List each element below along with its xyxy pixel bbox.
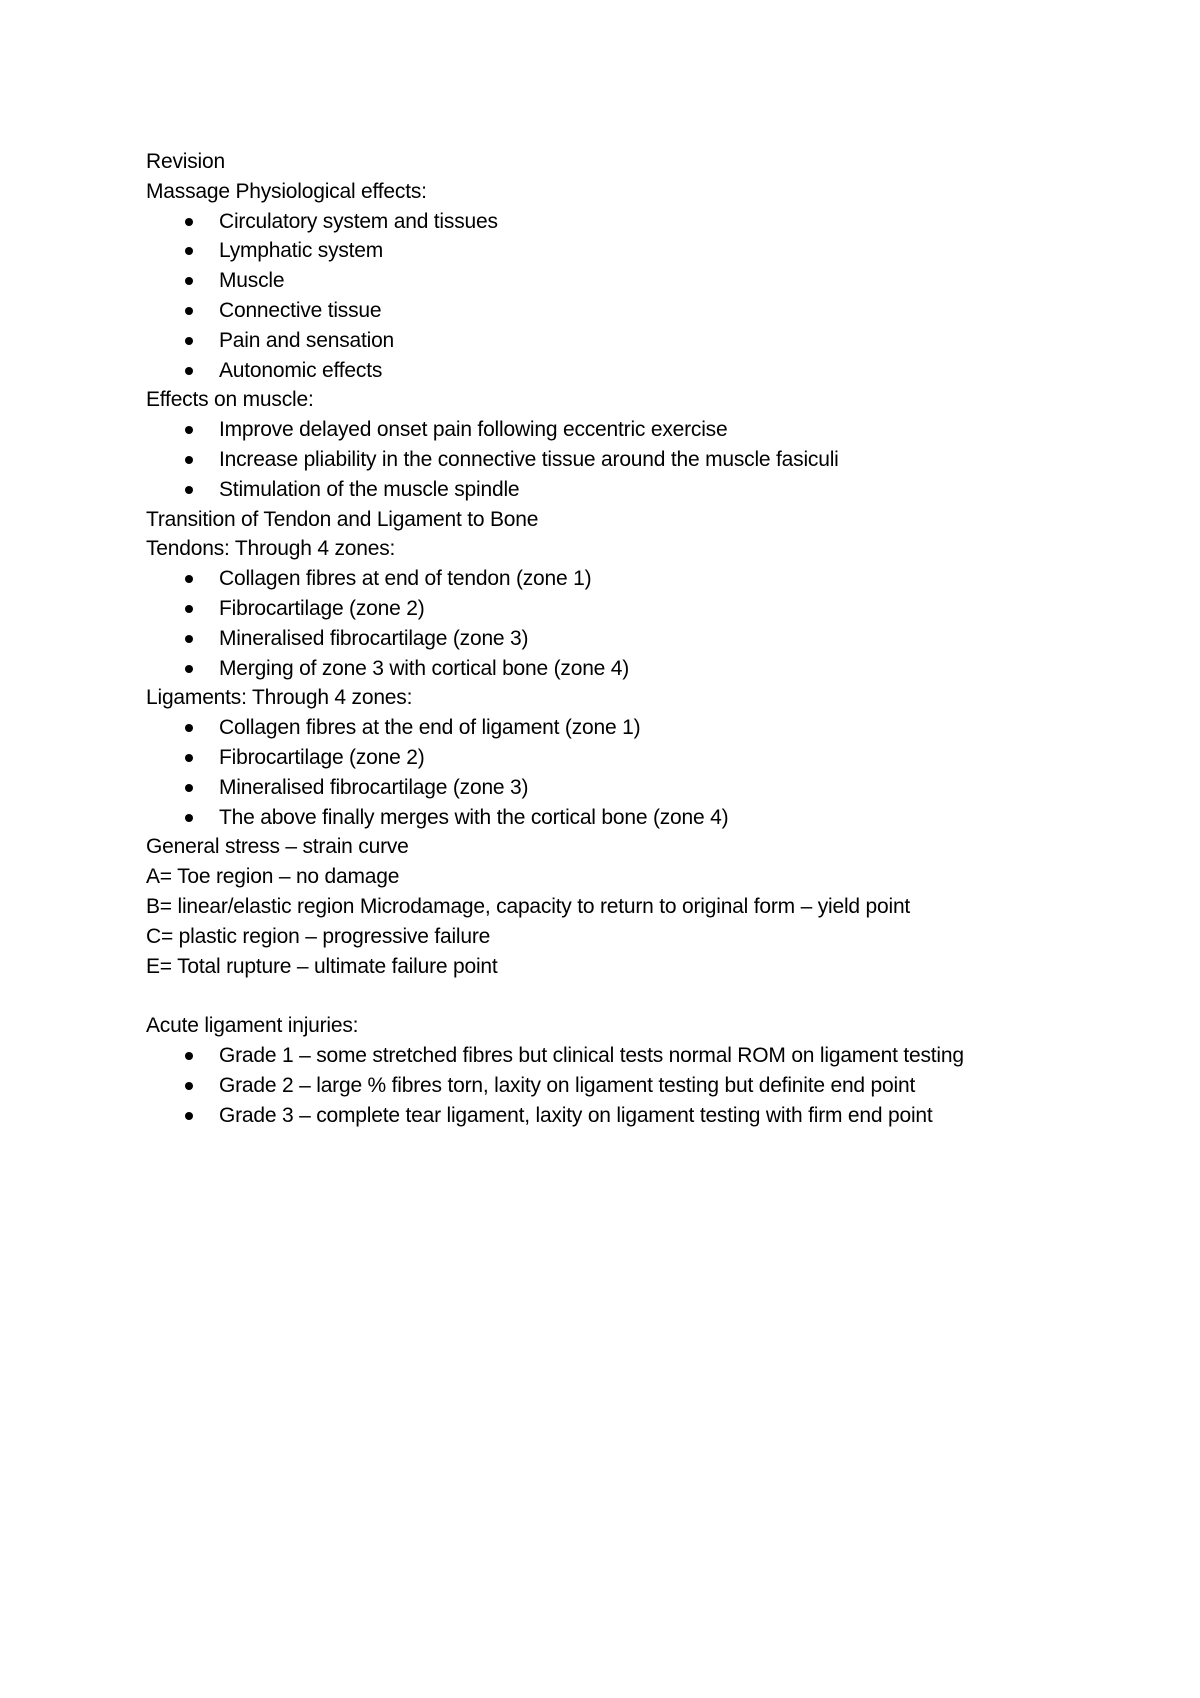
list-item-text: Grade 1 – some stretched fibres but clinical tests normal ROM on ligament testing	[219, 1043, 964, 1067]
list-item-text: Collagen fibres at the end of ligament (zone 1)	[219, 716, 641, 740]
list-item	[146, 654, 1066, 684]
list-item	[146, 296, 1066, 326]
bullet-dot-icon	[185, 1112, 193, 1120]
section-heading: Acute ligament injuries:	[146, 1014, 359, 1038]
bullet-dot-icon	[185, 426, 193, 434]
document-title: Revision	[146, 150, 225, 173]
section-heading: B= linear/elastic region Microdamage, capacity to return to original form – yield point	[146, 894, 911, 918]
list-item	[146, 445, 1066, 475]
list-item-text: Pain and sensation	[219, 328, 395, 352]
list-item	[146, 236, 1066, 266]
bullet-dot-icon	[185, 665, 193, 673]
document-sections	[146, 177, 1066, 1131]
list-item-text: Fibrocartilage (zone 2)	[219, 745, 425, 769]
list-item	[146, 356, 1066, 386]
section	[146, 385, 1066, 504]
list-item	[146, 773, 1066, 803]
bullet-list	[146, 1041, 1066, 1130]
bullet-dot-icon	[185, 337, 193, 345]
bullet-dot-icon	[185, 754, 193, 762]
bullet-dot-icon	[185, 605, 193, 613]
list-item	[146, 564, 1066, 594]
bullet-list	[146, 713, 1066, 832]
bullet-dot-icon	[185, 1082, 193, 1090]
section	[146, 534, 1066, 683]
document-content	[146, 147, 1066, 1130]
section	[146, 177, 1066, 386]
section-heading: Transition of Tendon and Ligament to Bone	[146, 507, 539, 531]
list-item-text: Lymphatic system	[219, 239, 384, 263]
section	[146, 981, 1066, 1011]
section-heading: General stress – strain curve	[146, 835, 409, 859]
section	[146, 505, 1066, 535]
section-heading: Tendons: Through 4 zones:	[146, 537, 396, 561]
list-item-text: Circulatory system and tissues	[219, 209, 498, 233]
section	[146, 892, 1066, 922]
section-heading: C= plastic region – progressive failure	[146, 924, 491, 948]
list-item-text: Autonomic effects	[219, 358, 383, 382]
list-item	[146, 415, 1066, 445]
bullet-dot-icon	[185, 724, 193, 732]
list-item-text: Grade 2 – large % fibres torn, laxity on ligament testing but definite end point	[219, 1073, 916, 1097]
bullet-dot-icon	[185, 635, 193, 643]
bullet-dot-icon	[185, 784, 193, 792]
section-heading: Ligaments: Through 4 zones:	[146, 686, 413, 710]
bullet-dot-icon	[185, 367, 193, 375]
section-heading: E= Total rupture – ultimate failure point	[146, 954, 498, 978]
list-item	[146, 326, 1066, 356]
list-item	[146, 803, 1066, 833]
bullet-dot-icon	[185, 575, 193, 583]
list-item-text: Stimulation of the muscle spindle	[219, 477, 520, 501]
list-item-text: Collagen fibres at end of tendon (zone 1)	[219, 567, 592, 591]
bullet-dot-icon	[185, 814, 193, 822]
section	[146, 862, 1066, 892]
bullet-dot-icon	[185, 456, 193, 464]
section-heading	[146, 981, 1066, 1011]
bullet-list	[146, 207, 1066, 386]
list-item	[146, 1071, 1066, 1101]
bullet-dot-icon	[185, 247, 193, 255]
section	[146, 832, 1066, 862]
list-item	[146, 624, 1066, 654]
section	[146, 952, 1066, 982]
list-item-text: Merging of zone 3 with cortical bone (zone 4)	[219, 656, 630, 680]
list-item	[146, 207, 1066, 237]
bullet-dot-icon	[185, 1052, 193, 1060]
bullet-dot-icon	[185, 486, 193, 494]
list-item	[146, 743, 1066, 773]
list-item	[146, 594, 1066, 624]
bullet-dot-icon	[185, 307, 193, 315]
list-item	[146, 1041, 1066, 1071]
list-item	[146, 475, 1066, 505]
section-heading: Effects on muscle:	[146, 388, 314, 412]
section-heading: Massage Physiological effects:	[146, 179, 427, 203]
list-item-text: Improve delayed onset pain following eccentric exercise	[219, 418, 728, 442]
list-item-text: Increase pliability in the connective tissue around the muscle fasiculi	[219, 447, 839, 471]
section	[146, 1011, 1066, 1130]
list-item-text: The above finally merges with the cortical bone (zone 4)	[219, 805, 729, 829]
section	[146, 683, 1066, 832]
bullet-list	[146, 564, 1066, 683]
section	[146, 922, 1066, 952]
list-item-text: Grade 3 – complete tear ligament, laxity on ligament testing with firm end point	[219, 1103, 933, 1127]
list-item-text: Mineralised fibrocartilage (zone 3)	[219, 626, 529, 650]
bullet-dot-icon	[185, 218, 193, 226]
section-heading: A= Toe region – no damage	[146, 865, 400, 889]
list-item	[146, 713, 1066, 743]
list-item-text: Muscle	[219, 269, 285, 293]
list-item-text: Mineralised fibrocartilage (zone 3)	[219, 775, 529, 799]
list-item-text: Fibrocartilage (zone 2)	[219, 596, 425, 620]
list-item	[146, 266, 1066, 296]
list-item	[146, 1101, 1066, 1131]
list-item-text: Connective tissue	[219, 298, 382, 322]
bullet-list	[146, 415, 1066, 504]
bullet-dot-icon	[185, 277, 193, 285]
